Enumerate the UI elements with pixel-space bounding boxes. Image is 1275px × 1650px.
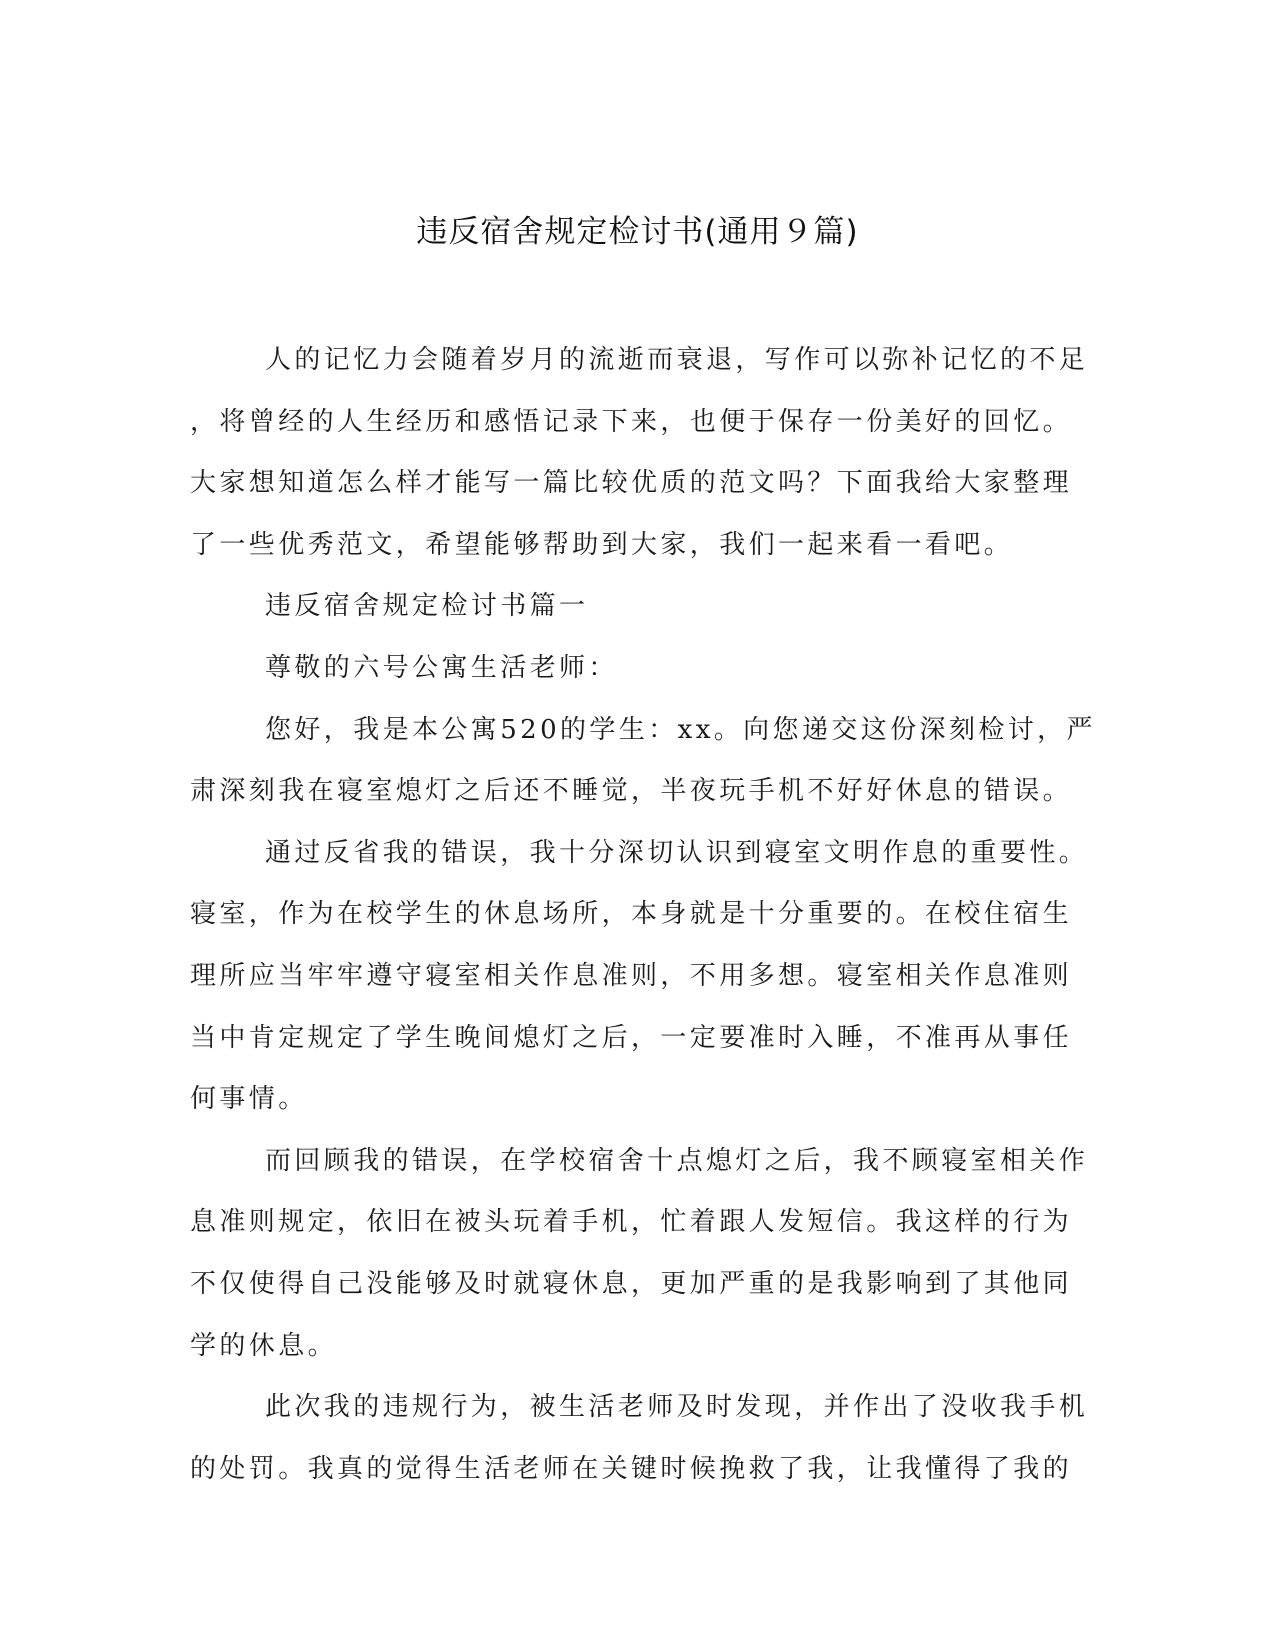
text-line: 您好，我是本公寓520的学生：xx。向您递交这份深刻检讨，严: [265, 714, 1096, 745]
text-line: 肃深刻我在寝室熄灯之后还不睡觉，半夜玩手机不好好休息的错误。: [190, 776, 1073, 807]
text-line: 通过反省我的错误，我十分深切认识到寝室文明作息的重要性。: [265, 837, 1089, 868]
text-line: 息准则规定，依旧在被头玩着手机，忙着跟人发短信。我这样的行为: [190, 1207, 1073, 1238]
text-line: 学的休息。: [190, 1330, 338, 1361]
text-line: 尊敬的六号公寓生活老师：: [265, 652, 618, 683]
text-line: 寝室，作为在校学生的休息场所，本身就是十分重要的。在校住宿生: [190, 899, 1073, 930]
text-line: 当中肯定规定了学生晚间熄灯之后，一定要准时入睡，不准再从事任: [190, 1022, 1073, 1053]
text-line: 违反宿舍规定检讨书篇一: [265, 591, 589, 622]
text-line: 理所应当牢牢遵守寝室相关作息准则，不用多想。寝室相关作息准则: [190, 960, 1073, 991]
text-line: 何事情。: [190, 1084, 308, 1115]
text-line: 了一些优秀范文，希望能够帮助到大家，我们一起来看一看吧。: [190, 529, 1014, 560]
text-line: 而回顾我的错误，在学校宿舍十点熄灯之后，我不顾寝室相关作: [265, 1145, 1089, 1176]
text-line: 此次我的违规行为，被生活老师及时发现，并作出了没收我手机: [265, 1392, 1089, 1423]
text-line: 的处罚。我真的觉得生活老师在关键时候挽救了我，让我懂得了我的: [190, 1453, 1073, 1484]
text-line: 不仅使得自己没能够及时就寝休息，更加严重的是我影响到了其他同: [190, 1268, 1073, 1299]
document-title: 违反宿舍规定检讨书(通用９篇): [416, 214, 859, 250]
document-body: [190, 330, 1096, 1500]
text-line: ，将曾经的人生经历和感悟记录下来，也便于保存一份美好的回忆。: [190, 406, 1073, 437]
text-line: 大家想知道怎么样才能写一篇比较优质的范文吗？下面我给大家整理: [190, 468, 1073, 499]
text-line: 人的记忆力会随着岁月的流逝而衰退，写作可以弥补记忆的不足: [265, 345, 1089, 375]
